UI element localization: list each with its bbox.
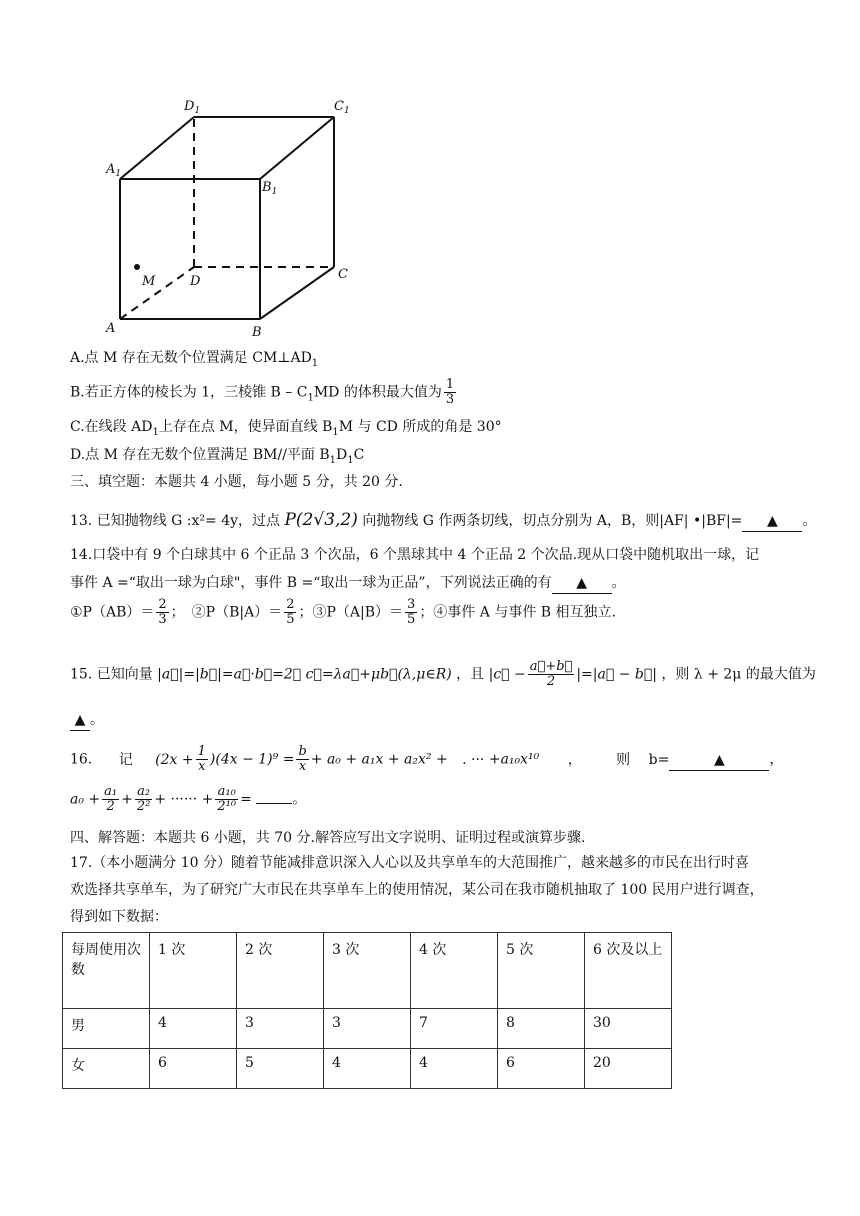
point-m xyxy=(134,264,140,270)
answer-blank-16b: ▲ xyxy=(669,750,769,771)
table-cell: 5 xyxy=(237,1049,324,1089)
table-header-cell: 每周使用次数 xyxy=(63,933,150,1009)
option-c: C.在线段 $AD_1$上存在点 M，使异面直线 $B_1M$ 与 CD 所成的角是 30° xyxy=(70,419,502,438)
option-d: D.点 M 存在无数个位置满足 BM//平面 $B_1D_1C$ xyxy=(70,447,365,466)
table-row xyxy=(63,1049,672,1089)
question-14-choices: ①P（AB）＝ $\frac{2}{3}$ ； ②P（B|A）＝ $\frac{2}{5}$ ；③P（A|B）＝ $\frac{3}{5}$ ；④事件 A 与事件 B 相互独立. xyxy=(70,597,616,627)
question-16: 16. 记 (2x + $\frac{1}{x}$ )(4x − 1)⁹ = $\frac{b}{x}$ + a₀ + a₁x + a₂x² + . ··· +a₁₀x¹⁰ ， 则 b= ▲ ， xyxy=(70,744,784,774)
edge-a1-d1 xyxy=(120,117,194,179)
label-b1: $B_1$ xyxy=(262,180,278,197)
table-header-cell: 6 次及以上 xyxy=(585,933,672,1009)
table-header-cell: 1 次 xyxy=(150,933,237,1009)
usage-table xyxy=(62,932,672,1089)
label-m: M xyxy=(142,274,156,289)
edge-b-c xyxy=(260,267,334,319)
table-cell: 20 xyxy=(585,1049,672,1089)
label-d: D xyxy=(190,274,201,289)
label-a1: $A_1$ xyxy=(106,162,122,179)
table-cell: 4 xyxy=(150,1009,237,1049)
question-17-line1: 17.（本小题满分 10 分）随着节能减排意识深入人心以及共享单车的大范围推广，越来越多的市民在出行时喜 xyxy=(70,855,749,871)
edge-a-d-hidden xyxy=(120,267,194,319)
table-cell: 7 xyxy=(411,1009,498,1049)
table-cell: 8 xyxy=(498,1009,585,1049)
table-cell: 4 xyxy=(324,1049,411,1089)
label-b: B xyxy=(252,325,262,340)
table-cell: 3 xyxy=(324,1009,411,1049)
table-header-row xyxy=(63,933,672,1009)
answer-blank-13: ▲ xyxy=(742,511,802,532)
table-cell: 女 xyxy=(63,1049,150,1089)
answer-blank-14: ▲ xyxy=(552,573,612,594)
question-17-line3: 得到如下数据： xyxy=(70,909,168,925)
question-14-line1: 14.口袋中有 9 个白球其中 6 个正品 3 个次品，6 个黑球其中 4 个正品 2 个次品.现从口袋中随机取出一球，记 xyxy=(70,547,760,563)
fraction-one-third: $\frac{1}{3}$ xyxy=(445,377,455,407)
table-header-cell: 5 次 xyxy=(498,933,585,1009)
section-4-heading: 四、解答题：本题共 6 小题，共 70 分.解答应写出文字说明、证明过程或演算步骤. xyxy=(70,830,586,846)
table-header-cell: 3 次 xyxy=(324,933,411,1009)
question-16-sum: a₀ + $\frac{\text{a₁}}{2}$ + $\frac{\text{a₂}}{\text{2²}}$ + ······ + $\frac{\text{a₁₀}}{\text{2¹⁰}}$ = 。 xyxy=(70,784,307,814)
answer-blank-15: ▲ xyxy=(70,710,90,731)
label-d1: $D_1$ xyxy=(184,99,201,116)
question-13: 13. 已知抛物线 G :x²= 4y，过点 P(2√3,2) 向抛物线 G 作两条切线，切点分别为 A，B，则|AF| •|BF|= ▲ 。 xyxy=(70,510,817,530)
question-15: 15. 已知向量 |a⃗|=|b⃗|=a⃗·b⃗=2， c⃗=λa⃗+μb⃗(λ,μ∈R) ，且 |c⃗ − $\frac{a⃗+b⃗}{2}$ |=|a⃗ − b⃗| ，则 λ + 2μ 的最大值为 xyxy=(70,659,816,689)
label-c1: $C_1$ xyxy=(334,99,350,116)
table-cell: 6 xyxy=(150,1049,237,1089)
answer-blank-16sum xyxy=(256,803,292,804)
table-cell: 男 xyxy=(63,1009,150,1049)
label-c: C xyxy=(338,267,348,282)
option-b: B.若正方体的棱长为 1，三棱锥 B – $C_1MD$ 的体积最大值为 $\frac{1}{3}$ xyxy=(70,377,455,407)
question-17-line2: 欢选择共享单车，为了研究广大市民在共享单车上的使用情况，某公司在我市随机抽取了 100 民用户进行调查， xyxy=(70,882,764,898)
table-cell: 6 xyxy=(498,1049,585,1089)
section-3-heading: 三、填空题：本题共 4 小题，每小题 5 分，共 20 分. xyxy=(70,474,403,490)
option-a: A.点 M 存在无数个位置满足 $CM\perp AD_1$ xyxy=(70,350,319,369)
label-a: A xyxy=(106,321,116,336)
edge-b1-c1 xyxy=(260,117,334,179)
question-15-answer: ▲ 。 xyxy=(70,710,104,731)
cube-figure xyxy=(100,95,360,340)
table-header-cell: 2 次 xyxy=(237,933,324,1009)
table-cell: 4 xyxy=(411,1049,498,1089)
question-14-line2: 事件 A =“取出一球为白球"，事件 B =“取出一球为正品”，下列说法正确的有 ▲ 。 xyxy=(70,573,626,594)
table-row xyxy=(63,1009,672,1049)
table-cell: 3 xyxy=(237,1009,324,1049)
table-header-cell: 4 次 xyxy=(411,933,498,1009)
table-cell: 30 xyxy=(585,1009,672,1049)
